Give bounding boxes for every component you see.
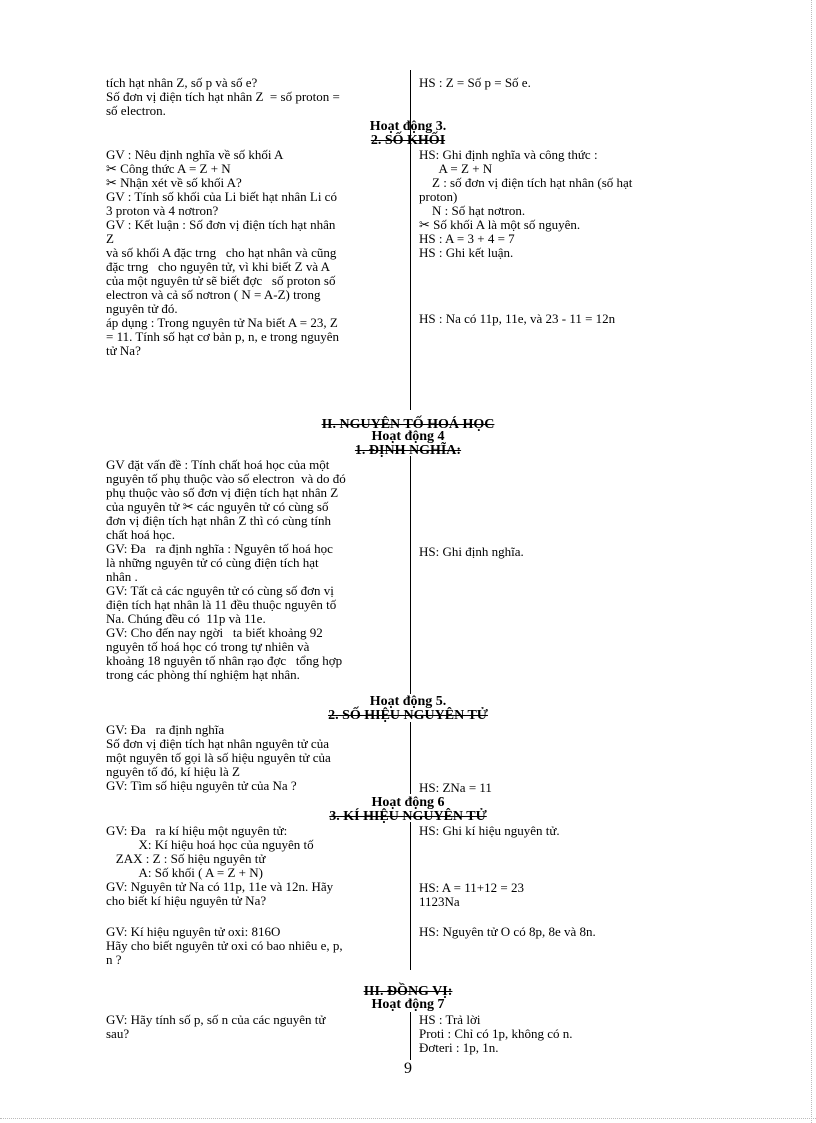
student-text-2a: HS: Ghi định nghĩa và công thức : A = Z + N Z : số đơn vị điện tích hạt nhân (số hạt proton) N : Số hạt nơtron. ✂ Số khối A là một số nguyên. HS : A = 3 + 4 = 7 HS : Ghi kết luận. [419,147,633,260]
chapter-heading: II. NGUYÊN TỐ HOÁ HỌC [321,417,495,432]
section-heading: 2. SỐ KHỐI [370,133,446,148]
section-heading: 2. SỐ HIỆU NGUYÊN TỬ [328,708,488,723]
teacher-text-1: tích hạt nhân Z, số p và số e? Số đơn vị điện tích hạt nhân Z = số proton = số electron. [106,75,340,118]
teacher-text-3: GV đặt vấn đề : Tính chất hoá học của một nguyên tố phụ thuộc vào số electron và do đó phụ thuộc vào số đơn vị điện tích hạt nhân Z của nguyên tử ✂ các nguyên tử có cùng số đơn vị điện tích hạt nhân Z thì có cùng tính chất hoá học. GV: Đa ra định nghĩa : Nguyên tố hoá học là những nguyên tử có cùng điện tích hạt nhân . GV: Tất cả các nguyên tử có cùng số đơn vị điện tích hạt nhân là 11 đều thuộc nguyên tố Na. Chúng đều có 11p và 11e. GV: Cho đến nay ngời ta biết khoảng 92 nguyên tố hoá học có trong tự nhiên và khoảng 18 nguyên tố nhân rạo đợc tổng hợp trong các phòng thí nghiệm hạt nhân. [106,457,346,682]
vertical-divider [410,822,411,970]
activity-heading: Hoạt động 5. [369,694,447,709]
activity-heading: Hoạt động 6 [371,795,445,810]
student-text-5c: HS: Nguyên tử O có 8p, 8e và 8n. [419,924,596,939]
teacher-text-5b: GV: Kí hiệu nguyên tử oxi: 816O Hãy cho biết nguyên tử oxi có bao nhiêu e, p, n ? [106,924,343,967]
teacher-text-6: GV: Hãy tính số p, số n của các nguyên tử sau? [106,1012,326,1041]
student-text-5b: HS: A = 11+12 = 23 1123Na [419,880,524,909]
chapter-heading: III. ĐỒNG VỊ: [363,984,453,999]
student-text-1: HS : Z = Số p = Số e. [419,75,531,90]
vertical-divider [410,722,411,794]
page-border-bottom [0,1118,816,1119]
student-text-2b: HS : Na có 11p, 11e, và 23 - 11 = 12n [419,311,616,326]
teacher-text-4: GV: Đa ra định nghĩa Số đơn vị điện tích hạt nhân nguyên tử của một nguyên tố gọi là số hiệu nguyên tử của nguyên tố đó, kí hiệu là Z GV: Tìm số hiệu nguyên tử của Na ? [106,722,331,793]
vertical-divider [410,1012,411,1060]
section-heading: 1. ĐỊNH NGHĨA: [354,443,462,458]
student-text-3: HS: Ghi định nghĩa. [419,544,524,559]
teacher-text-5: GV: Đa ra kí hiệu một nguyên tử: X: Kí hiệu hoá học của nguyên tố ZAX : Z : Số hiệu nguyên tử A: Số khối ( A = Z + N) GV: Nguyên tử Na có 11p, 11e và 12n. Hãy cho biết kí hiệu nguyên tử Na? [106,823,334,908]
vertical-divider [410,456,411,694]
student-text-4: HS: ZNa = 11 [419,780,492,795]
activity-heading: Hoạt động 3. [369,119,447,134]
section-heading: 3. KÍ HIỆU NGUYÊN TỬ [329,809,487,824]
student-text-5a: HS: Ghi kí hiệu nguyên tử. [419,823,560,838]
page-border-right [811,0,812,1123]
activity-heading: Hoạt động 4 [371,429,445,444]
teacher-text-2: GV : Nêu định nghĩa về số khối A ✂ Công thức A = Z + N ✂ Nhận xét về số khối A? GV : Tính số khối của Li biết hạt nhân Li có 3 proton và 4 nơtron? GV : Kết luận : Số đơn vị điện tích hạt nhân Z và số khối A đặc trng cho hạt nhân và cũng đặc trng cho nguyên tử, vì khi biết Z và A của một nguyên tử sẽ biết đợc số proton số electron và cả số nơtron ( N = A-Z) trong nguyên tử đó. áp dụng : Trong nguyên tử Na biết A = 23, Z = 11. Tính số hạt cơ bản p, n, e trong nguyên tử Na? [106,147,340,358]
activity-heading: Hoạt động 7 [371,997,445,1012]
student-text-6: HS : Trả lời Proti : Chỉ có 1p, không có n. Đơteri : 1p, 1n. [419,1012,573,1055]
page-number: 9 [404,1060,412,1077]
